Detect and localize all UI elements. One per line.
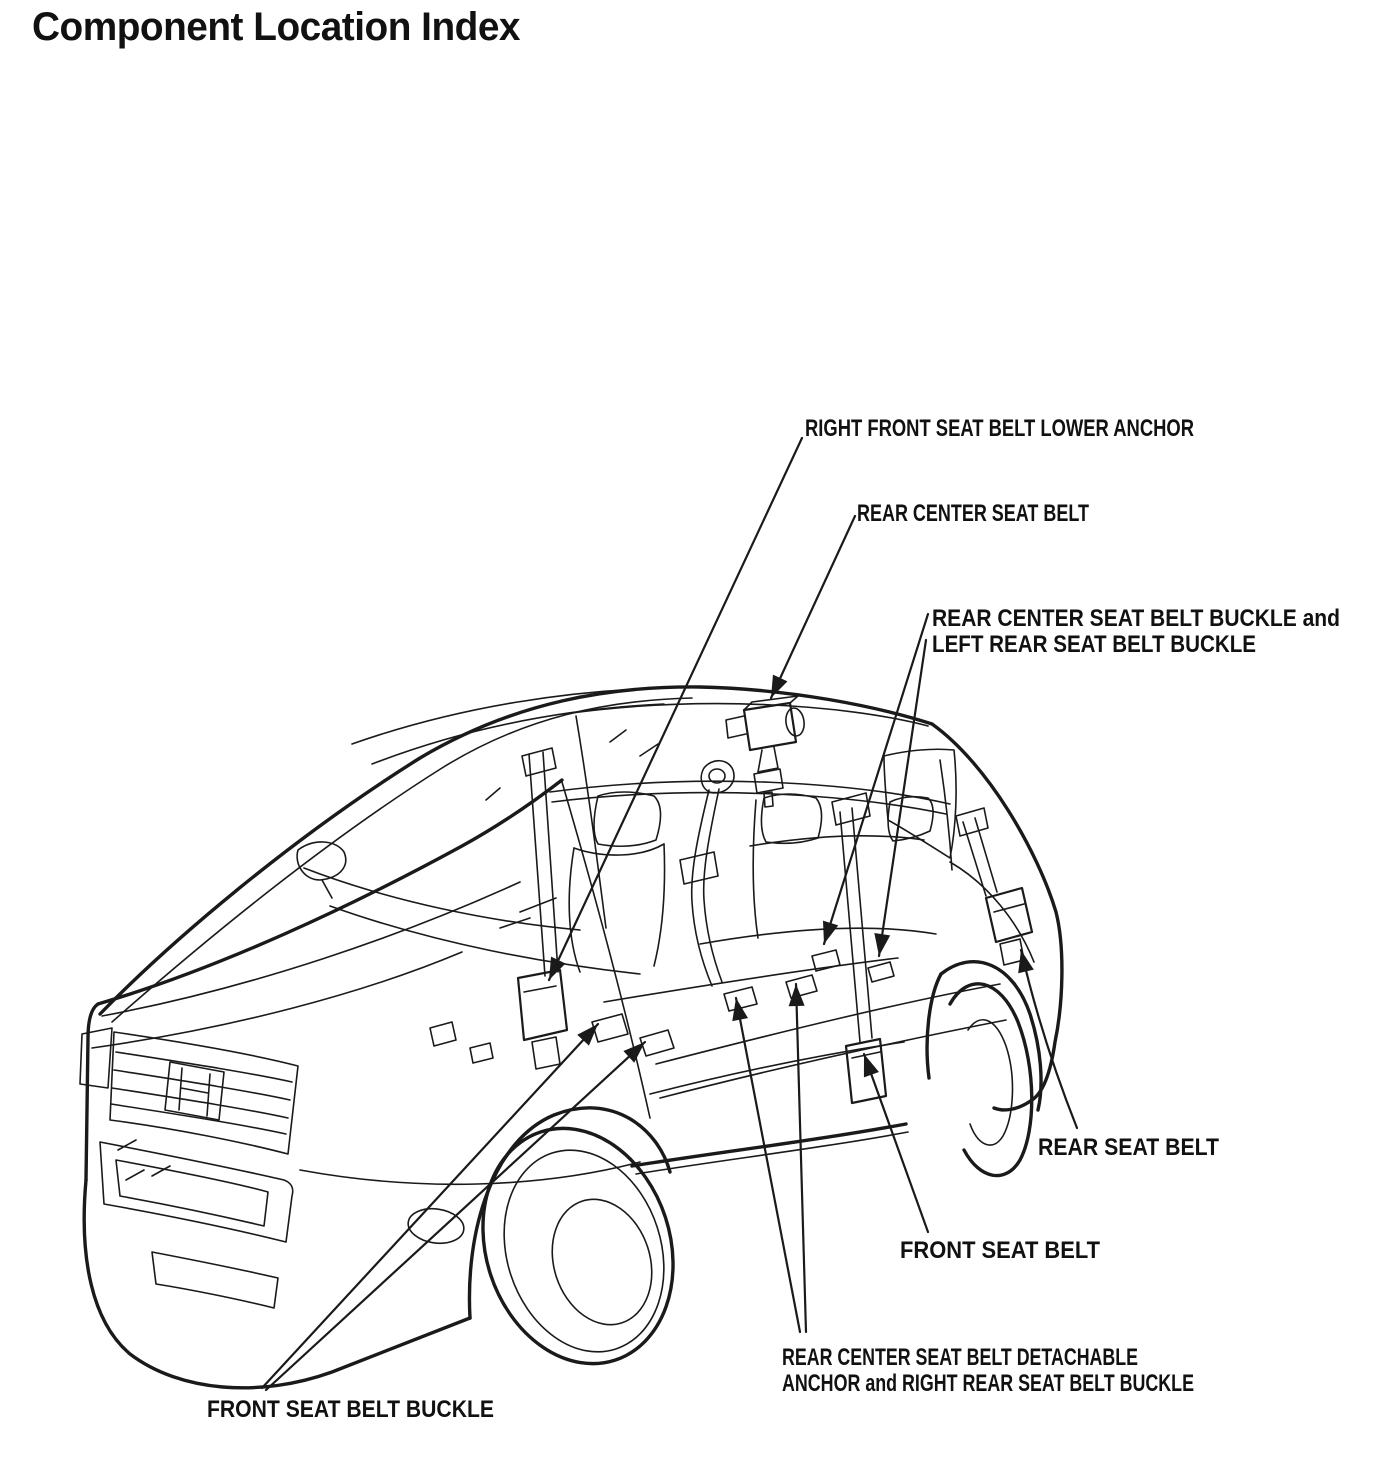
windows — [304, 716, 956, 1118]
rear-center-seat-belt-retractor — [726, 696, 806, 807]
label-front-seat-belt-buckle: FRONT SEAT BELT BUCKLE — [207, 1396, 494, 1423]
label-rear-center-seat-belt-buckle-line1: REAR CENTER SEAT BELT BUCKLE and — [932, 605, 1340, 632]
leader-front-seat-belt — [864, 1054, 928, 1232]
leader-detachable-anchor-1 — [736, 998, 800, 1332]
leader-rear-center-belt — [771, 516, 855, 698]
front-wheel — [453, 1103, 702, 1388]
label-front-seat-belt: FRONT SEAT BELT — [900, 1237, 1101, 1264]
headlight — [80, 1028, 112, 1088]
rear-wheel — [950, 984, 1032, 1176]
car-body-outline — [84, 687, 1062, 1388]
label-rear-seat-belt: REAR SEAT BELT — [1038, 1134, 1220, 1161]
front-bumper-detail — [100, 1140, 466, 1308]
leader-detachable-anchor-2 — [796, 984, 806, 1332]
front-seat-belt-assembly — [832, 793, 886, 1103]
label-rear-center-seat-belt: REAR CENTER SEAT BELT — [857, 500, 1090, 527]
label-rear-center-detachable-anchor-line2: ANCHOR and RIGHT REAR SEAT BELT BUCKLE — [782, 1370, 1194, 1397]
label-right-front-seat-belt-lower-anchor: RIGHT FRONT SEAT BELT LOWER ANCHOR — [805, 415, 1194, 442]
body-detail-lines — [92, 688, 1034, 1184]
honda-logo — [165, 1062, 224, 1120]
fog-light — [406, 1205, 466, 1246]
rear-center-seat-belt-webbing — [680, 761, 734, 986]
leader-front-buckle-2 — [266, 1042, 645, 1390]
page-title: Component Location Index — [32, 5, 521, 49]
label-rear-center-seat-belt-buckle-line2: LEFT REAR SEAT BELT BUCKLE — [932, 631, 1256, 658]
car-line-art — [80, 687, 1062, 1389]
component-labels — [207, 415, 1340, 1423]
label-rear-center-detachable-anchor-line1: REAR CENTER SEAT BELT DETACHABLE — [782, 1344, 1138, 1371]
leader-rear-center-buckle-1 — [824, 614, 928, 944]
seats — [569, 760, 952, 1094]
grille — [110, 1032, 298, 1154]
